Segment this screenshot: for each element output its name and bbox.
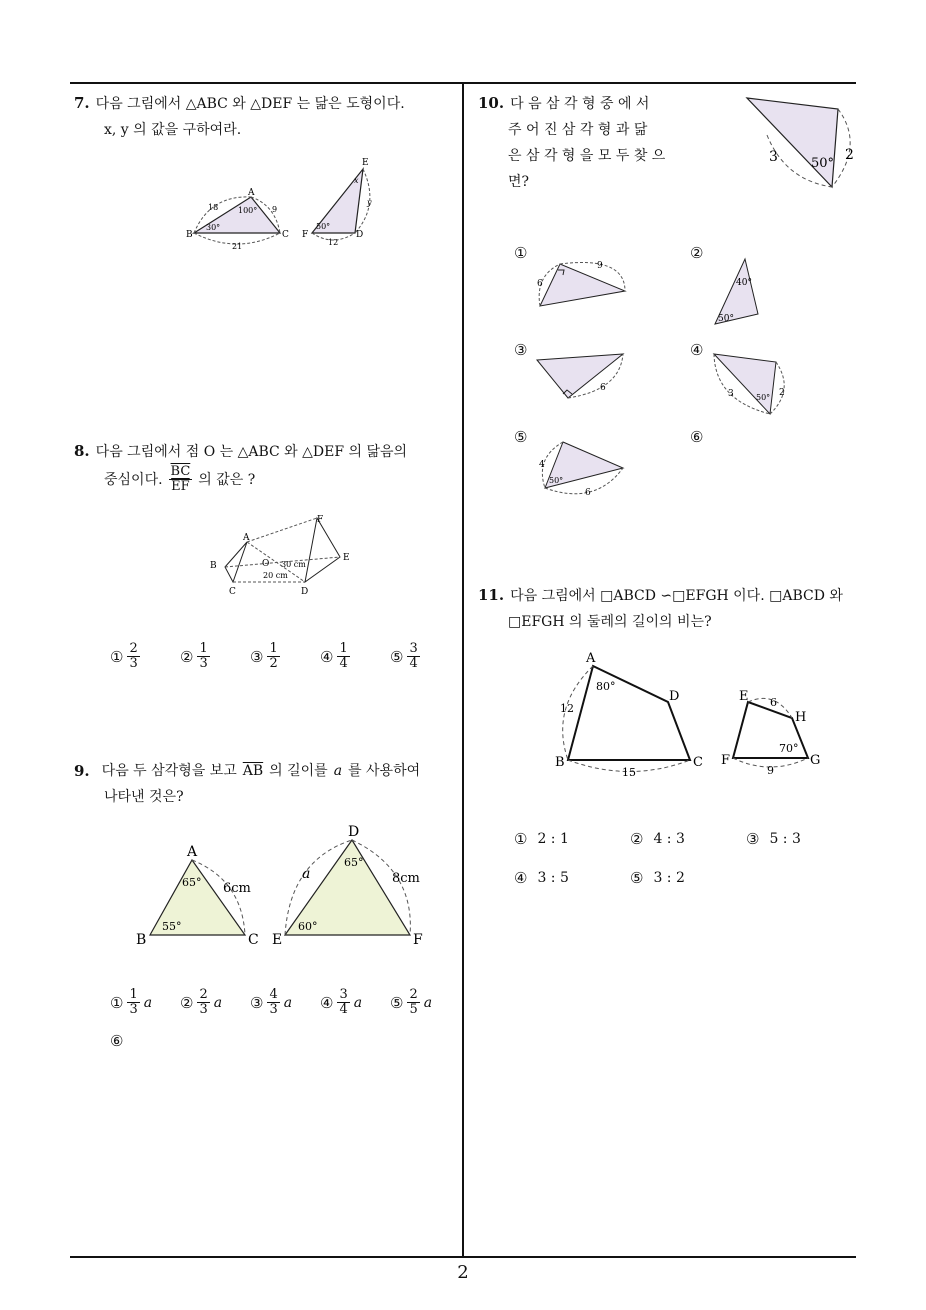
svg-text:E: E: [272, 932, 283, 948]
svg-text:12: 12: [328, 238, 339, 247]
svg-text:F: F: [721, 753, 731, 768]
svg-text:C: C: [248, 932, 259, 948]
svg-text:D: D: [301, 587, 309, 597]
quad-abcd: [568, 666, 690, 760]
svg-text:6: 6: [600, 383, 606, 393]
question-text: 은 삼 각 형 을 모 두 찾 으: [508, 148, 666, 164]
svg-text:C: C: [693, 755, 703, 770]
svg-text:A: A: [243, 533, 250, 543]
svg-text:F: F: [413, 932, 423, 948]
question-number: 8.: [74, 442, 90, 460]
svg-text:30 cm: 30 cm: [281, 560, 306, 569]
question-10: [478, 90, 738, 195]
svg-text:O: O: [262, 559, 270, 569]
svg-text:a: a: [302, 866, 311, 882]
question-text: 를 사용하여: [348, 763, 421, 779]
question-number: 9.: [74, 762, 90, 780]
svg-text:E: E: [343, 553, 350, 563]
svg-text:60°: 60°: [298, 920, 318, 933]
q8-choice-2[interactable]: ② $\frac{1}{3}$: [180, 641, 208, 671]
q9-choice-2[interactable]: ② $\frac{2}{3}$ a: [180, 987, 223, 1017]
question-8: [74, 438, 459, 494]
svg-text:6: 6: [537, 279, 543, 289]
svg-text:50°: 50°: [756, 393, 771, 402]
svg-text:40°: 40°: [736, 278, 752, 288]
question-11: [478, 582, 863, 635]
svg-text:H: H: [795, 710, 807, 725]
question-text: 면?: [508, 174, 530, 190]
question-text: 의 값은 ?: [198, 471, 256, 488]
svg-text:3: 3: [769, 149, 778, 165]
segment-ab: $\overline{AB}$: [242, 763, 264, 779]
svg-text:15: 15: [622, 766, 636, 779]
svg-text:B: B: [555, 755, 565, 770]
svg-text:2: 2: [779, 388, 785, 398]
svg-text:20 cm: 20 cm: [263, 571, 288, 580]
question-9: [74, 758, 459, 810]
svg-text:C: C: [282, 230, 289, 240]
q8-choice-4[interactable]: ④ $\frac{1}{4}$: [320, 641, 348, 671]
svg-text:100°: 100°: [238, 206, 258, 215]
svg-text:A: A: [187, 844, 198, 860]
svg-text:3: 3: [728, 389, 734, 399]
q9-choice-4[interactable]: ④ $\frac{3}{4}$ a: [320, 987, 363, 1017]
svg-text:y: y: [367, 198, 372, 207]
svg-text:G: G: [810, 753, 821, 768]
svg-text:65°: 65°: [182, 876, 202, 889]
svg-text:21: 21: [232, 242, 243, 251]
svg-text:6: 6: [770, 696, 777, 709]
svg-text:6cm: 6cm: [223, 881, 251, 896]
question-number: 7.: [74, 94, 90, 112]
q8-figure: [205, 512, 365, 602]
choice-6[interactable]: ⑥: [110, 1032, 124, 1050]
question-text: 주 어 진 삼 각 형 과 닮: [508, 122, 648, 138]
q10-option-2[interactable]: ②: [690, 244, 704, 262]
svg-text:50°: 50°: [316, 222, 331, 231]
svg-text:F: F: [302, 230, 309, 240]
q11-figure: [550, 648, 830, 783]
q11-choice-3[interactable]: ③ 5 : 3: [746, 830, 801, 848]
q8-choice-5[interactable]: ⑤ $\frac{3}{4}$: [390, 641, 418, 671]
svg-text:B: B: [210, 561, 217, 571]
q10-option-5-figure: [535, 438, 635, 498]
svg-text:9: 9: [597, 261, 603, 271]
svg-text:A: A: [586, 651, 596, 666]
q11-choice-1[interactable]: ① 2 : 1: [514, 830, 569, 848]
question-text: 의 길이를: [269, 763, 328, 779]
q8-choice-1[interactable]: ① $\frac{2}{3}$: [110, 641, 138, 671]
q10-option-3[interactable]: ③: [514, 341, 528, 359]
svg-text:55°: 55°: [162, 920, 182, 933]
q10-option-1[interactable]: ①: [514, 244, 528, 262]
svg-text:B: B: [136, 932, 147, 948]
q10-option-1-figure: [535, 256, 635, 316]
svg-text:18: 18: [208, 203, 219, 212]
svg-text:2: 2: [845, 147, 854, 163]
q7-figure: [180, 155, 380, 255]
q11-choice-5[interactable]: ⑤ 3 : 2: [630, 869, 685, 887]
q9-figure: [130, 820, 430, 950]
column-divider: [462, 82, 464, 1258]
q10-option-4[interactable]: ④: [690, 341, 704, 359]
svg-text:x: x: [354, 176, 359, 185]
svg-text:12: 12: [560, 702, 574, 715]
question-text: 다 음 삼 각 형 중 에 서: [510, 96, 650, 112]
svg-text:8cm: 8cm: [392, 871, 420, 886]
question-text: 나타낸 것은?: [104, 789, 184, 805]
q9-choice-3[interactable]: ③ $\frac{4}{3}$ a: [250, 987, 293, 1017]
question-number: 11.: [478, 586, 505, 604]
svg-text:6: 6: [585, 488, 591, 498]
svg-text:50°: 50°: [718, 314, 734, 324]
svg-text:9: 9: [272, 205, 278, 214]
svg-text:D: D: [348, 824, 360, 840]
svg-text:4: 4: [539, 460, 545, 470]
svg-text:D: D: [356, 230, 364, 240]
question-7: [74, 90, 459, 143]
question-text: 다음 두 삼각형을 보고: [101, 763, 237, 779]
svg-text:9: 9: [767, 764, 774, 777]
question-text: x, y 의 값을 구하여라.: [104, 122, 242, 138]
question-text: 다음 그림에서 △ABC 와 △DEF 는 닮은 도형이다.: [95, 96, 405, 112]
question-text: 다음 그림에서 □ABCD ∽□EFGH 이다. □ABCD 와: [510, 588, 843, 604]
svg-text:30°: 30°: [206, 223, 221, 232]
q10-given-triangle: [745, 95, 855, 190]
q11-choice-2[interactable]: ② 4 : 3: [630, 830, 685, 848]
svg-text:50°: 50°: [549, 476, 564, 485]
svg-text:F: F: [317, 515, 324, 525]
q10-option-5[interactable]: ⑤: [514, 428, 528, 446]
svg-text:B: B: [186, 230, 193, 240]
q10-option-6[interactable]: ⑥: [690, 428, 704, 446]
svg-text:D: D: [669, 689, 680, 704]
question-text: □EFGH 의 둘레의 길이의 비는?: [508, 614, 712, 630]
svg-text:50°: 50°: [811, 156, 835, 171]
q9-choice-5[interactable]: ⑤ $\frac{2}{5}$ a: [390, 987, 433, 1017]
question-text: 중심이다.: [104, 471, 163, 488]
variable-a: a: [333, 763, 343, 779]
svg-text:70°: 70°: [779, 742, 799, 755]
page-number: 2: [457, 1262, 469, 1283]
q9-choice-1[interactable]: ① $\frac{1}{3}$ a: [110, 987, 153, 1017]
svg-text:C: C: [229, 587, 236, 597]
svg-text:65°: 65°: [344, 856, 364, 869]
question-text: 다음 그림에서 점 O 는 △ABC 와 △DEF 의 닮음의: [95, 444, 408, 460]
q8-choice-3[interactable]: ③ $\frac{1}{2}$: [250, 641, 278, 671]
svg-text:A: A: [248, 188, 255, 198]
svg-text:80°: 80°: [596, 680, 616, 693]
fraction-bc-ef: $\frac{\overline{BC}}{EF}$: [170, 464, 191, 494]
q10-option-2-figure: [710, 254, 770, 329]
q11-choice-4[interactable]: ④ 3 : 5: [514, 869, 569, 887]
bottom-rule: [70, 1256, 856, 1258]
q10-option-3-figure: [535, 350, 635, 405]
svg-text:E: E: [739, 689, 749, 704]
svg-text:E: E: [362, 158, 369, 168]
q10-option-4-figure: [710, 350, 800, 420]
question-number: 10.: [478, 94, 505, 112]
